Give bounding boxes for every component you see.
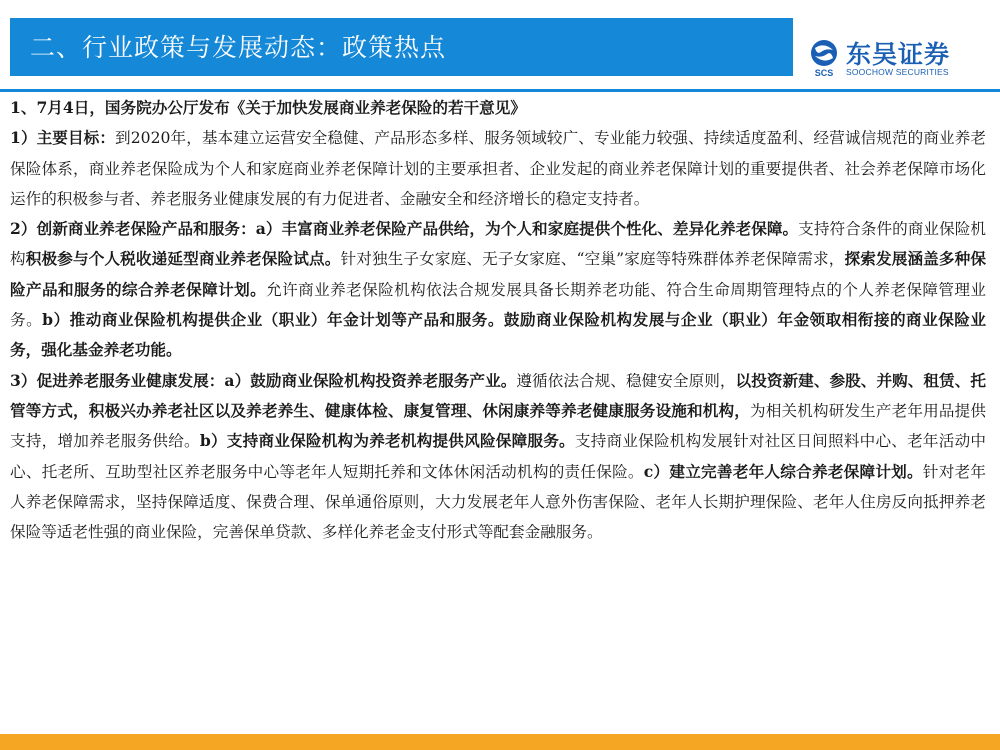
policy-content [10, 93, 986, 547]
main-goal-label: 1）主要目标： [10, 128, 116, 148]
paragraph-product-innovation [10, 214, 986, 365]
heading-text: 1、7月4日，国务院办公厅发布《关于加快发展商业养老保险的若干意见》 [10, 98, 526, 117]
elderly-services-text-2: 为相关机构研发生产老年用品提供支持，增加养老服务供给。 [10, 401, 986, 451]
product-innovation-text-1: 支持符合条件的商业保险机构 [10, 220, 986, 269]
paragraph-main-goal [10, 123, 986, 214]
section-heading [10, 93, 986, 123]
product-innovation-bold-2: 探索发展涵盖多种保险产品和服务的综合养老保障计划。 [10, 249, 986, 299]
paragraph-elderly-services [10, 366, 986, 548]
elderly-services-bold-1: 以投资新建、参股、并购、租赁、托管等方式，积极兴办养老社区以及养老养生、健康体检、康复管理、休闲康养等养老健康服务设施和机构， [10, 370, 986, 420]
product-innovation-text-2: 针对独生子女家庭、无子女家庭、“空巢”家庭等特殊群体养老保障需求， [340, 250, 845, 269]
elderly-services-bold-3: c）建立完善老年人综合养老保障计划。 [643, 461, 923, 481]
logo-mark-icon [806, 38, 842, 78]
company-logo [806, 38, 996, 84]
elderly-services-bold-2: b）支持商业保险机构为养老机构提供风险保障服务。 [199, 431, 575, 451]
logo-subtitle: SOOCHOW SECURITIES [846, 67, 949, 77]
logo-name: 东吴证券 [846, 40, 951, 69]
header-divider [0, 89, 1000, 92]
elderly-services-text-3: 支持商业保险机构发展针对社区日间照料中心、老年活动中心、托老所、互助型社区养老服务中心等老年人短期托养和文体休闲活动机构的责任保险。 [10, 432, 986, 481]
product-innovation-text-3: 允许商业养老保险机构依法合规发展具备长期养老功能、符合生命周期管理特点的个人养老保障管理业务。 [10, 280, 986, 330]
elderly-services-text-1: 遵循依法合规、稳健安全原则， [516, 371, 736, 390]
product-innovation-lead: 2）创新商业养老保险产品和服务：a）丰富商业养老保险产品供给，为个人和家庭提供个性化、差异化养老保障。 [10, 219, 799, 239]
page-title: 二、行业政策与发展动态：政策热点 [30, 33, 447, 62]
main-goal-text: 到2020年，基本建立运营安全稳健、产品形态多样、服务领域较广、专业能力较强、持续适度盈利、经营诚信规范的商业养老保险体系，商业养老保险成为个人和家庭商业养老保障计划的主要承担者、企业发起的商业养老保障计划的重要提供者、社会养老保障市场化运作的积极参与者、养老服务业健康发展的有力促进者、金融安全和经济增长的稳定支持者。 [10, 129, 986, 208]
elderly-services-lead: 3）促进养老服务业健康发展：a）鼓励商业保险机构投资养老服务产业。 [10, 370, 517, 390]
elderly-services-text-4: 针对老年人养老保障需求，坚持保障适度、保费合理、保单通俗原则，大力发展老年人意外伤害保险、老年人长期护理保险、老年人住房反向抵押养老保险等适老性强的商业保险，完善保单贷款、多样化养老金支付形式等配套金融服务。 [10, 462, 986, 542]
title-bar [10, 18, 793, 76]
product-innovation-bold-1: 积极参与个人税收递延型商业养老保险试点。 [25, 249, 341, 269]
product-innovation-bold-3: b）推动商业保险机构提供企业（职业）年金计划等产品和服务。鼓励商业保险机构发展与企业（职业）年金领取相衔接的商业保险业务，强化基金养老功能。 [10, 310, 986, 360]
logo-mark-text: SCS [814, 68, 834, 78]
footer-bar [0, 734, 1000, 750]
